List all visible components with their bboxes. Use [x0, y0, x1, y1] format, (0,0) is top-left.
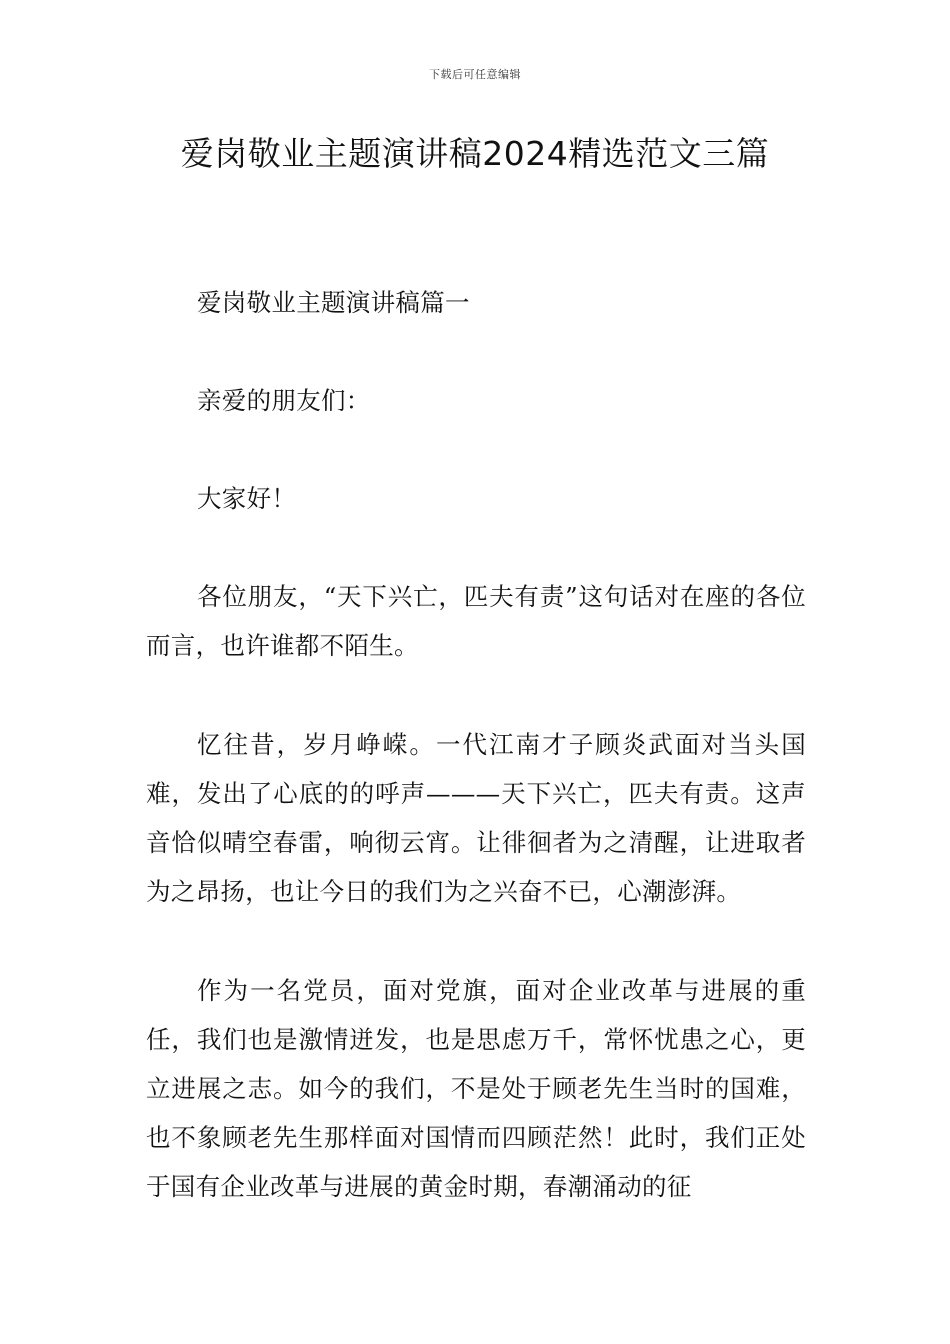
section-heading: 爱岗敬业主题演讲稿篇一 — [197, 288, 470, 317]
paragraph: 作为一名党员，面对党旗，面对企业改革与进展的重任，我们也是激情迸发，也是思虑万千，常怀忧患之心，更立进展之志。如今的我们，不是处于顾老先生当时的国难，也不象顾老先生那样面对国情而四顾茫然！此时，我们正处于国有企业改革与进展的黄金时期，春潮涌动的征 — [146, 976, 806, 1201]
page-header-note: 下载后可任意编辑 — [429, 68, 521, 81]
document-title: 爱岗敬业主题演讲稿2024精选范文三篇 — [180, 134, 770, 173]
greeting-line: 亲爱的朋友们： — [197, 386, 371, 415]
hello-line: 大家好！ — [197, 484, 297, 513]
paragraph: 各位朋友，“天下兴亡，匹夫有责”这句话对在座的各位而言，也许谁都不陌生。 — [146, 582, 806, 660]
paragraph: 忆往昔，岁月峥嵘。一代江南才子顾炎武面对当头国难，发出了心底的的呼声———天下兴亡，匹夫有责。这声音恰似晴空春雷，响彻云宵。让徘徊者为之清醒，让进取者为之昂扬，也让今日的我们为之兴奋不已，心潮澎湃。 — [146, 730, 806, 906]
